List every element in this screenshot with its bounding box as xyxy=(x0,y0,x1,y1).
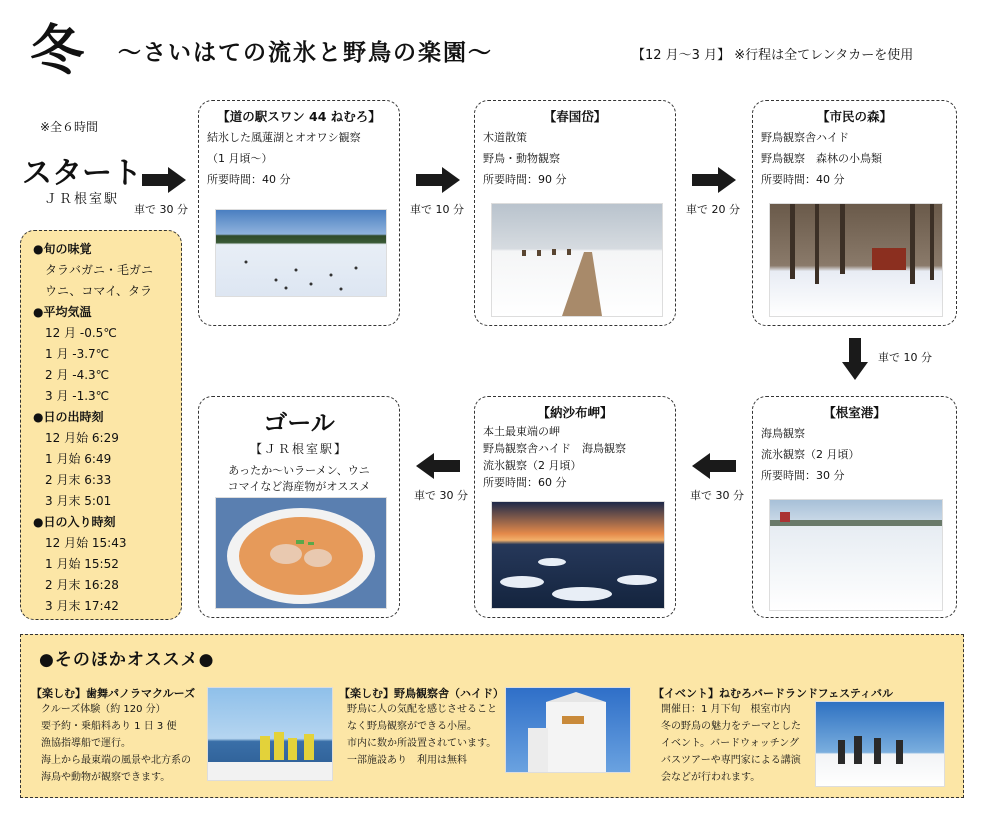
recommendation-line: なく野鳥観察ができる小屋。 xyxy=(347,721,477,732)
stop-details xyxy=(483,423,675,491)
recommendation-line: クルーズ体験（約 120 分） xyxy=(41,704,166,715)
recommendation-title: 【イベント】ねむろバードランドフェスティバル xyxy=(653,687,894,700)
sea-ice-icon xyxy=(492,502,664,608)
stop-card-nemuro-port xyxy=(752,396,957,618)
travel-time-label: 車で 10 分 xyxy=(410,203,464,216)
ramen-photo xyxy=(215,497,387,609)
stop-details xyxy=(761,423,956,486)
section-title: ●そのほかオススメ● xyxy=(39,650,215,670)
cruise-boat-photo xyxy=(207,687,333,781)
info-value: 3 月 -1.3℃ xyxy=(45,389,110,403)
arrow-right-icon xyxy=(142,167,186,193)
stop-title: 【道の駅スワン 44 ねむろ】 xyxy=(217,109,381,124)
info-heading: ●平均気温 xyxy=(33,305,92,319)
birdwatchers-icon xyxy=(816,702,944,786)
recommendation-line: 要予約・乗船料あり 1 日 3 便 xyxy=(41,721,177,732)
page-subtitle: ～さいはての流氷と野鳥の楽園～ xyxy=(118,39,493,66)
stop-detail-line: 結氷した風蓮湖とオオワシ観察 xyxy=(207,131,361,144)
info-value: 1 月始 6:49 xyxy=(45,452,112,466)
recommendation-line: イベント。バードウォッチング xyxy=(661,738,799,749)
recommendation-line: 海上から最東端の風景や北方系の xyxy=(41,755,191,766)
other-recommendations-box xyxy=(20,634,964,798)
goal-desc-line: あったか～いラーメン、ウニ xyxy=(228,464,370,477)
stop-title: 【根室港】 xyxy=(823,405,886,420)
info-value: 1 月 -3.7℃ xyxy=(45,347,110,361)
recommendation-line: 開催日：1 月下旬 根室市内 xyxy=(661,704,791,715)
stop-card-shimin-no-mori xyxy=(752,100,957,326)
recommendation-body xyxy=(347,701,497,769)
arrow-right-icon xyxy=(692,167,736,193)
recommendation-title: 【楽しむ】歯舞パノラマクルーズ xyxy=(31,687,196,700)
stop-title: 【納沙布岬】 xyxy=(537,405,613,420)
recommendation-line: 市内に数か所設置されています。 xyxy=(347,738,497,749)
stop-title: 【春国岱】 xyxy=(543,109,607,124)
arrow-left-icon xyxy=(416,453,460,479)
stop-detail-line: 海鳥観察 xyxy=(761,427,805,440)
recommendation-line: 漁協指導船で運行。 xyxy=(41,738,131,749)
travel-time-label: 車で 20 分 xyxy=(686,203,740,216)
eagles-icon xyxy=(216,210,386,296)
recommendation-line: 野鳥に人の気配を感じさせること xyxy=(347,704,497,715)
hide-building-photo xyxy=(505,687,631,773)
stop-card-nosappu-misaki xyxy=(474,396,676,618)
info-value: 12 月 -0.5℃ xyxy=(45,326,117,340)
stop-card-michinoeki xyxy=(198,100,400,326)
info-value: 12 月始 15:43 xyxy=(45,536,127,550)
goal-description xyxy=(199,463,399,495)
info-value: 3 月末 5:01 xyxy=(45,494,112,508)
cape-sunrise-ice-photo xyxy=(491,501,665,609)
stop-detail-line: 本土最東端の岬 xyxy=(483,425,560,438)
arrow-left-icon xyxy=(692,453,736,479)
stop-detail-line: 所要時間：40 分 xyxy=(761,173,845,186)
stop-title: 【市民の森】 xyxy=(816,109,892,124)
info-value: 3 月末 17:42 xyxy=(45,599,119,613)
ramen-bowl-icon xyxy=(216,498,386,608)
stop-detail-line: 所要時間：40 分 xyxy=(207,173,291,186)
goal-title: ゴール xyxy=(263,409,335,437)
boardwalk-deer-photo xyxy=(491,203,663,317)
winter-forest-hide-photo xyxy=(769,203,943,317)
info-value: 2 月末 6:33 xyxy=(45,473,112,487)
travel-time-label: 車で 10 分 xyxy=(878,351,932,364)
info-value: 1 月始 15:52 xyxy=(45,557,119,571)
info-heading: ●日の出時刻 xyxy=(33,410,104,424)
arrow-down-icon xyxy=(842,338,868,380)
total-time: ※全６時間 xyxy=(40,120,99,134)
birdwatching-event-photo xyxy=(815,701,945,787)
stop-detail-line: 野鳥・動物観察 xyxy=(483,152,560,165)
travel-time-label: 車で 30 分 xyxy=(690,489,744,502)
stop-detail-line: （1 月頃～） xyxy=(207,152,273,165)
stop-detail-line: 野鳥観察舎ハイド xyxy=(761,131,849,144)
recommendation-body xyxy=(41,701,191,786)
people-on-boat-icon xyxy=(208,688,332,780)
boardwalk-icon xyxy=(492,204,662,316)
info-value: 12 月始 6:29 xyxy=(45,431,119,445)
travel-time-label: 車で 30 分 xyxy=(414,489,468,502)
stop-detail-line: 流氷観察（2 月頃） xyxy=(761,448,860,461)
recommendation-line: 海鳥や動物が観察できます。 xyxy=(41,772,171,783)
travel-time-label: 車で 30 分 xyxy=(134,203,188,216)
stop-detail-line: 所要時間：30 分 xyxy=(761,469,845,482)
stop-detail-line: 木道散策 xyxy=(483,131,527,144)
goal-station: 【ＪＲ根室駅】 xyxy=(249,442,348,456)
stop-details xyxy=(207,127,399,190)
stop-details xyxy=(483,127,675,190)
season-kanji: 冬 xyxy=(30,18,84,82)
seasonal-info-box xyxy=(20,230,182,620)
info-value: ウニ、コマイ、タラ xyxy=(45,284,153,298)
goal-desc-line: コマイなど海産物がオススメ xyxy=(227,480,371,493)
stop-details xyxy=(761,127,956,190)
recommendation-line: 会などが行われます。 xyxy=(661,772,761,783)
recommendation-line: バスツアーや専門家による講演 xyxy=(661,755,801,766)
goal-card xyxy=(198,396,400,618)
info-value: 2 月 -4.3℃ xyxy=(45,368,110,382)
recommendation-line: 冬の野鳥の魅力をテーマとした xyxy=(661,721,801,732)
stop-detail-line: 所要時間：60 分 xyxy=(483,476,567,489)
recommendation-line: 一部施設あり 利用は無料 xyxy=(347,755,467,766)
stop-detail-line: 流氷観察（2 月頃） xyxy=(483,459,582,472)
info-value: タラバガニ・毛ガニ xyxy=(45,263,154,277)
stop-card-shunkunitai xyxy=(474,100,676,326)
stop-detail-line: 野鳥観察舎ハイド 海鳥観察 xyxy=(483,442,626,455)
start-station: ＪＲ根室駅 xyxy=(44,192,120,207)
info-value: 2 月末 16:28 xyxy=(45,578,119,592)
forest-hide-icon xyxy=(770,204,942,316)
arrow-right-icon xyxy=(416,167,460,193)
frozen-lake-eagles-photo xyxy=(215,209,387,297)
info-heading: ●旬の味覚 xyxy=(33,242,92,256)
start-label: スタート xyxy=(22,156,142,191)
recommendation-body xyxy=(661,701,801,786)
stop-detail-line: 所要時間：90 分 xyxy=(483,173,567,186)
drift-ice-icon xyxy=(770,500,942,610)
stop-detail-line: 野鳥観察 森林の小鳥類 xyxy=(761,152,882,165)
info-heading: ●日の入り時刻 xyxy=(33,515,116,529)
recommendation-title: 【楽しむ】野鳥観察舎（ハイド） xyxy=(339,687,504,700)
period-note: 【12 月～3 月】 ※行程は全てレンタカーを使用 xyxy=(632,48,914,63)
hide-building-icon xyxy=(506,688,630,772)
drift-ice-harbor-photo xyxy=(769,499,943,611)
